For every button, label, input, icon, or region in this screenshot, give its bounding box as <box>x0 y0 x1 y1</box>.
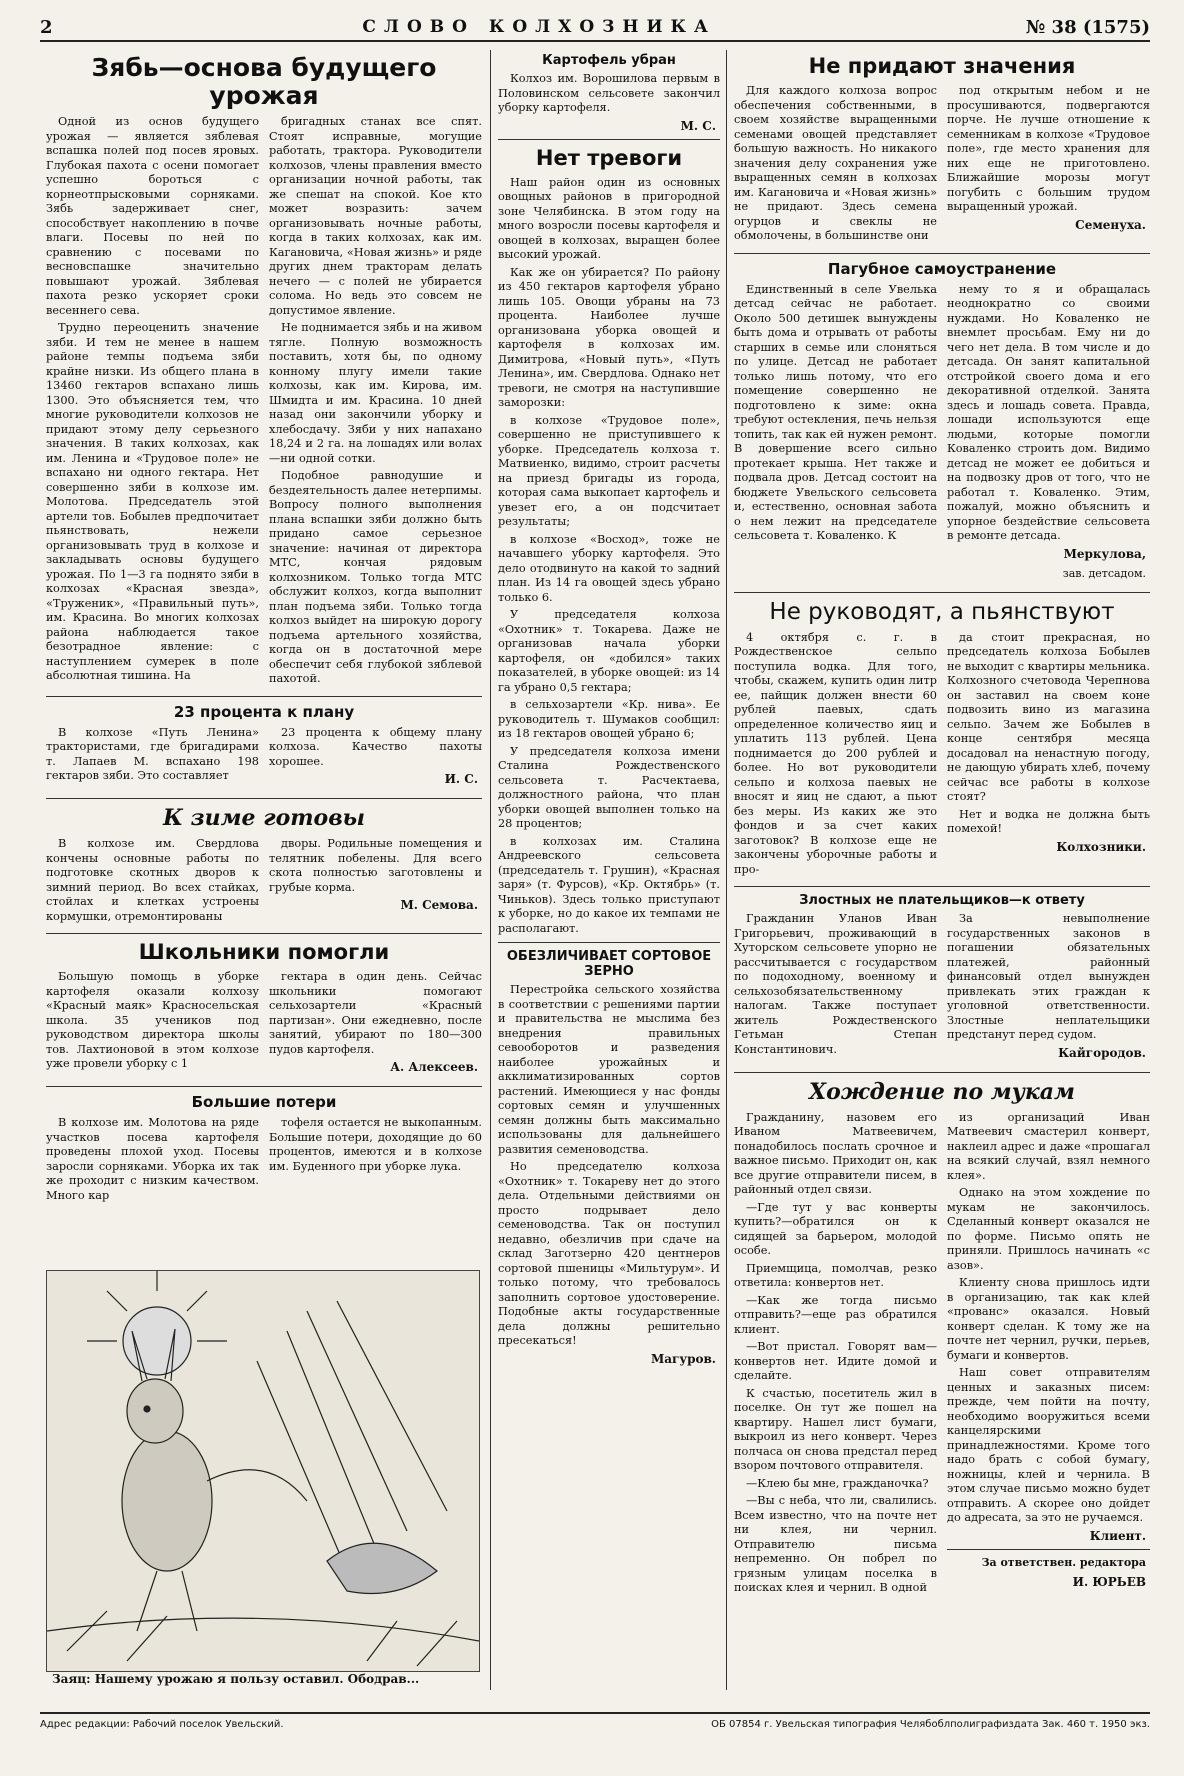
paragraph: Колхоз им. Ворошилова первым в Половинском сельсовете закончил уборку картофеля. <box>498 72 720 114</box>
article-title-payers: Злостных не плательщиков—к ответу <box>799 893 1085 908</box>
winter-body <box>46 837 482 927</box>
paragraph: Наш район один из основных овощных районов в пригородной зоне Челябинска. В этом году на много возросли посевы картофеля и овощей в колхозах, выращен более высокий урожай. <box>498 175 720 261</box>
plan23-body <box>46 726 482 793</box>
column-divider <box>726 50 727 1690</box>
paragraph: Перестройка сельского хозяйства в соответствии с решениями партии и правительства не мыслима без внедрения правильных севооборотов и разведения наиболее урожайных и акклиматизированных сортов растений. Имеющиеся у нас фонды сортовых семян и улучшенных семян должны быть максимально использованы для дальнейшего развития семеноводства. <box>498 983 720 1156</box>
paragraph: да стоит прекрасная, но председатель колхоза Бобылев не выходит с квартиры мельника. Колхозного счетовода Черепнова он заставил на своем коне подвозить вино из магазина сельпо. Зачем же Бобылев в конце сентября месяца досадовал на ненастную погоду, не дающую убирать хлеб, почему сейчас все работы в колхозе стоят? <box>947 630 1150 803</box>
paragraph: 23 процента к общему плану колхоза. Качество пахоты хорошее. <box>269 725 482 768</box>
paragraph: тофеля остается не выкопанным. Большие потери, доходящие до 60 процентов, имеются и в колхозе им. Буденного при уборке лука. <box>269 1116 482 1173</box>
paragraph: из организаций Иван Матвеевич смастерил конверт, наклеил адрес и даже «прошагал на всякий случай, взял немного клея». <box>947 1110 1150 1182</box>
signature: А. Алексеев. <box>390 1060 478 1074</box>
zyab-body <box>46 115 482 690</box>
paragraph: У председателя колхоза «Охотник» т. Токарева. Даже не организовав начала уборки картофеля, он «добился» таких показателей, в уборке овощей: из 14 га убрано 0,5 гектара; <box>498 608 720 694</box>
article-title-pupils: Школьники помогли <box>138 940 390 964</box>
divider <box>498 942 720 943</box>
paragraph: Подобное равнодушие и бездеятельность далее нетерпимы. Вопросу полного выполнения плана вспашки зяби должно быть придано самое серьезное значение: начиная от директора МТС, кончая рядовым колхозником. Только тогда МТС обслужит колхоз, когда выполнит план подъема зяби. Только тогда колхоз выйдет на широкую дорогу подъема артельного хозяйства, когда он в достаточной мере обеспечит себя глубокой зяблевой пахотой. <box>269 469 482 685</box>
signature-title: зав. детсадом. <box>1062 566 1146 580</box>
paragraph: 4 октября с. г. в Рождественское сельпо поступила водка. Для того, чтобы, скажем, купить один литр ее, пайщик должен внести 60 рублей паевых, сдать определенное количество яиц и уплатить 113 рублей. Цена поднимается до 200 рублей и более. Но вот руководители сельпо и колхоза паевых не вносят и яиц не сдают, а пьют без меры. Из каких же это фондов и за счет каких заготовок? В колхозе еще не закончены уборочные работы и про- <box>734 630 937 876</box>
paragraph: —Вот пристал. Говорят вам—конвертов нет. Идите домой и сделайте. <box>734 1340 937 1382</box>
paragraph: Для каждого колхоза вопрос обеспечения собственными, в своем хозяйстве выращенными семенами овощей представляет большую важность. Но никакого значения делу сохранения уже выращенных семян в колхозах им. Кагановича и «Новая жизнь» не придают. Здесь семена огурцов и свеклы не обмолочены, в большинстве они <box>734 84 937 242</box>
hare-cartoon-icon <box>47 1271 479 1671</box>
signature: И. С. <box>444 772 478 786</box>
paragraph: Гражданину, назовем его Иваном Матвеевичем, понадобилось послать срочное и важное письмо. Приходит он, как все другие отправители писем, в районный отдел связи. <box>734 1110 937 1196</box>
paragraph: В колхозе им. Свердлова кончены основные работы по подготовке скотных дворов к зимний период. Во всех стайках, стойлах и клетках устроены кормушки, отремонтированы <box>46 837 259 923</box>
paragraph: нему то я и обращалась неоднократно со своими нуждами. Но Коваленко не внемлет просьбам. Ему ни до чего нет дела. В том числе и до детсада. Он занят капитальной отстройкой своего дома и его декоративной отделкой. Занята здесь и лошадь совета. Правда, лошади используются еще людьми, которые помогли Коваленко строить дом. Видимо детсад не может ее добиться и на подвозку дров от того, что не работал т. Коваленко. Этим, пожалуй, можно объяснить и упорное бездействие сельсовета в ремонте детсада. <box>947 282 1150 542</box>
article-title-noalarm: Нет тревоги <box>535 145 683 170</box>
paragraph: Единственный в селе Увелька детсад сейчас не работает. Около 500 детишек вынуждены быть дома и отрывать от работы старших в семье или слоняться по улице. Детсад не работает только лишь потому, что его помещение совершенно не подготовлено к зиме: окна требуют остекления, печь нельзя топить, так как ей нужен ремонт. В довершение всего сильно протекает крыша. Нет также и подвала дров. Детсад состоит на бюджете Увельского сельсовета и, естественно, основная забота о нем лежит на председателе сельсовета т. Коваленко. К <box>734 282 937 542</box>
article-title-pagubnoe: Пагубное самоустранение <box>827 259 1057 278</box>
paragraph: Приемщица, помолчав, резко ответила: конвертов нет. <box>734 1261 937 1289</box>
paragraph: в колхозах им. Сталина Андреевского сельсовета (председатель т. Грушин), «Красная заря» (т. Фурсов), «Кр. Октябрь» (т. Чиньков). Здесь только приступают к уборке, но до какое их темпами не располагают. <box>498 834 720 935</box>
paragraph: в сельхозартели «Кр. нива». Ее руководитель т. Шумаков сообщил: из 18 гектаров овощей убрано 6; <box>498 698 720 740</box>
divider <box>46 798 482 799</box>
divider <box>46 933 482 934</box>
paragraph: Однако на этом хождение по мукам не закончилось. Сделанный конверт оказался не по форме. Письмо опять не приняли. Пришлось начинать «с азов». <box>947 1186 1150 1272</box>
paragraph: У председателя колхоза имени Сталина Рождественского сельсовета т. Расчектаева, должностного района, что план уборки овощей выполнен только на 28 процентов; <box>498 744 720 830</box>
nomatter-body <box>734 84 1150 247</box>
article-title-drunk: Не руководят, а пьянствуют <box>769 598 1115 625</box>
divider <box>734 1072 1150 1073</box>
editorial-address: Адрес редакции: Рабочий поселок Увельский. <box>40 1718 284 1730</box>
signature: Клиент. <box>1089 1528 1146 1543</box>
paragraph: бригадных станах все спят. Стоят исправные, могущие работать, трактора. Руководители колхозов, члены правления вместо организации ночной работы, так же спешат на спокой. Кое кто может возразить: зачем организовывать ночные работы, когда в таких колхозах, как им. Кагановича, «Новая жизнь» и ряде других днем тракторам делать нечего — с полей не убирается солома. Но ведь это совсем не допустимое явление. <box>269 115 482 317</box>
paragraph: —Клею бы мне, гражданочка? <box>746 1476 929 1490</box>
drunk-body <box>734 631 1150 881</box>
pupils-body <box>46 970 482 1080</box>
paragraph: В колхозе «Путь Ленина» трактористами, где бригадирами т. Лапаев М. вспахано 198 гектаров зяби. Это составляет <box>46 725 259 782</box>
article-title-nomatter: Не придают значения <box>808 54 1076 78</box>
paragraph: За невыполнение государственных законов в погашении обязательных платежей, районный финансовый отдел вынужден привлекать этих граждан к уголовной ответственности. Злостные неплательщики предстанут перед судом. <box>947 912 1150 1041</box>
paragraph: гектара в один день. Сейчас школьники помогают сельхозартели «Красный партизан». Они ежедневно, после занятий, убирают по 180—300 пудов картофеля. <box>269 970 482 1056</box>
middle-column <box>498 50 720 1705</box>
right-column <box>734 50 1150 1705</box>
issue-number: № 38 (1575) <box>1025 16 1150 38</box>
paragraph: Нет и водка не должна быть помехой! <box>947 807 1150 835</box>
paragraph: В колхозе им. Молотова на ряде участков посева картофеля проведены плохой уход. Посевы заросли сорняками. Уборка их так же проходит с низким качеством. Много кар <box>46 1116 259 1202</box>
illustration-caption: Заяц: Нашему урожаю я пользу оставил. Ободрав... <box>52 1672 420 1686</box>
paragraph: Как же он убирается? По району из 450 гектаров картофеля убрано лишь 105. Овощи убраны на 73 процента. Наиболее лучше организована уборка овощей и картофеля в колхозах им. Димитрова, «Новый путь», «Путь Ленина», им. Свердлова. Однако нет тревоги, не смотря на наступившие заморозки: <box>498 265 720 409</box>
ordeal-body <box>734 1111 1150 1599</box>
article-title-ordeal: Хождение по мукам <box>809 1078 1075 1105</box>
article-title-zyab: Зябь—основа будущего урожая <box>91 53 437 110</box>
signature: Магуров. <box>650 1351 716 1366</box>
paragraph: —Как же тогда письмо отправить?—еще раз обратился клиент. <box>734 1293 937 1336</box>
signature: М. Семова. <box>400 898 478 912</box>
paragraph: Наш совет отправителям ценных и заказных писем: прежде, чем пойти на почту, необходимо вооружиться всеми канцелярскими принадлежностями. Кроме того надо брать с собой бумагу, ножницы, клей и чернила. В этом случае письмо можно будет отправить. А скорее оно дойдет до адресата, за это не ручаемся. <box>947 1366 1150 1524</box>
paragraph: Но председателю колхоза «Охотник» т. Токареву нет до этого дела. Отдельными действиями он просто подрывает дело семеноводства. Так он поступил недавно, обезличив при сдаче на склад Заготзерно 420 центнеров сортовой пшеницы «Мильтурум». И только потому, что требовалось заполнить сортовое удостоверение. Подобные акты государственные дела должны решительно пресекаться! <box>498 1160 720 1347</box>
divider <box>734 886 1150 887</box>
pagubnoe-body <box>734 283 1150 586</box>
divider <box>498 139 720 140</box>
divider <box>734 592 1150 593</box>
paragraph: Клиенту снова пришлось идти в организацию, так как клей «прованс» оказался. Новый конверт сделан. К тому же на почте нет чернил, ручки, перьев, бумаги и конвертов. <box>947 1276 1150 1362</box>
article-title-potato: Картофель убран <box>542 53 676 68</box>
paragraph: Не поднимается зябь и на живом тягле. Полную возможность поставить, хотя бы, по одному конному плугу имели такие колхозы, как им. Кирова, им. Шмидта и им. Красина. 10 дней назад они закончили уборку и хлебосдачу. Зяби у них напахано 18,24 и 2 га. на лошадях или волах—ни одной сотки. <box>269 321 482 465</box>
paragraph: дворы. Родильные помещения и телятник побелены. Для всего скота полностью заготовлены и грубые корма. <box>269 837 482 894</box>
editor-name: И. ЮРЬЕВ <box>1072 1574 1146 1589</box>
signature: Семенуха. <box>1075 217 1146 232</box>
column-divider <box>490 50 491 1690</box>
left-block <box>46 50 482 1265</box>
losses-body <box>46 1116 482 1206</box>
article-title-seed: ОБЕЗЛИЧИВАЕТ СОРТОВОЕ ЗЕРНО <box>506 949 712 979</box>
editor-label: За ответствен. редактора <box>981 1555 1146 1569</box>
divider <box>46 696 482 697</box>
print-info: ОБ 07854 г. Увельская типография Челябоблполиграфиздата Зак. 460 т. 1950 экз. <box>711 1718 1150 1730</box>
footer <box>40 1712 1150 1734</box>
divider <box>734 253 1150 254</box>
paragraph: в колхозе «Восход», тоже не начавшего уборку картофеля. Это дело отодвинуто на какой то задний план. Из 14 га овощей здесь убрано только 6. <box>498 532 720 604</box>
paragraph: Большую помощь в уборке картофеля оказали колхозу «Красный маяк» Красносельская школа. 35 учеников под руководством директора школы тов. Лахтионовой в этом колхозе уже провели уборку с 1 <box>46 970 259 1070</box>
paragraph: Трудно переоценить значение зяби. И тем не менее в нашем районе темпы подъема зяби крайне низки. Из общего плана в 13460 гектаров вспахано лишь 1300. Это объясняется тем, что многие руководители колхозов не придают этому делу серьезного значения. В таких колхозах, как им. Ленина и «Трудовое поле» не вспахано ни одного гектара. Нет совершенно зяби в колхозе им. Молотова. Председатель этой артели тов. Бобылев предпочитает пьянствовать, нежели организовывать труд в колхозе и закладывать основы будущего урожая. По 1—3 га поднято зяби в колхозах «Красная звезда», «Труженик», «Правильный путь», им. Красина. Во многих колхозах района наблюдается такое безотрадное явление: с наступлением сумерек в поле абсолютная тишина. На <box>46 321 259 682</box>
divider <box>947 1549 1150 1550</box>
article-title-winter: К зиме готовы <box>162 805 366 831</box>
payers-body <box>734 912 1150 1066</box>
signature: М. С. <box>680 118 716 133</box>
cartoon-illustration <box>46 1270 480 1672</box>
divider <box>46 1086 482 1087</box>
paragraph: —Где тут у вас конверты купить?—обратился он к сидящей за барьером, молодой особе. <box>734 1200 937 1257</box>
article-title-plan23: 23 процента к плану <box>173 702 355 721</box>
masthead <box>40 14 1150 42</box>
signature: Кайгородов. <box>1058 1045 1146 1060</box>
signature: Меркулова, <box>1063 546 1146 561</box>
paragraph: Одной из основ будущего урожая — является зяблевая вспашка полей под посев яровых. Глубокая пахота с осени помогает успешно бороться с корнеотпрысковыми сорняками. Зябь задерживает снег, способствует накоплению в почве влаги. Посевы по ней по сравнению с посевами по весновспашке значительно повышают урожай. Зяблевая пахота резко ускоряет сроки весеннего сева. <box>46 115 259 317</box>
paragraph: Гражданин Уланов Иван Григорьевич, проживающий в Хуторском сельсовете упорно не рассчитывается с государством по подоходному, военному и сельхозобязательственному налогам. Также поступает житель Рождественского Гетьман Степан Константинович. <box>734 912 937 1056</box>
newspaper-title: СЛОВО КОЛХОЗНИКА <box>362 17 716 37</box>
paragraph: —Вы с неба, что ли, свалились. Всем известно, что на почте нет ни клея, ни чернил. Отправителю письма непременно. Он побрел по грязным улицам поселка в поисках клея и чернил. В одной <box>734 1494 937 1594</box>
paragraph: К счастью, посетитель жил в поселке. Он тут же пошел на квартиру. Нашел лист бумаги, выкроил из него конверт. Через полчаса он снова предстал перед взором почтового отправителя. <box>734 1386 937 1472</box>
article-title-losses: Большие потери <box>191 1093 337 1111</box>
page-number: 2 <box>40 16 53 38</box>
paragraph: под открытым небом и не просушиваются, подвергаются порче. Не лучше отношение к семенникам в колхозе «Трудовое поле», где место хранения для них еще не приготовлено. Ближайшие морозы могут погубить с большим трудом выращенный урожай. <box>947 84 1150 213</box>
paragraph: в колхозе «Трудовое поле», совершенно не приступившего к уборке. Председатель колхоза т. Матвиенко, видимо, строит расчеты на приезд бригады из города, которая сама выкопает картофель и увезет его, а он подсчитает результаты; <box>498 413 720 528</box>
signature: Колхозники. <box>1056 839 1146 854</box>
